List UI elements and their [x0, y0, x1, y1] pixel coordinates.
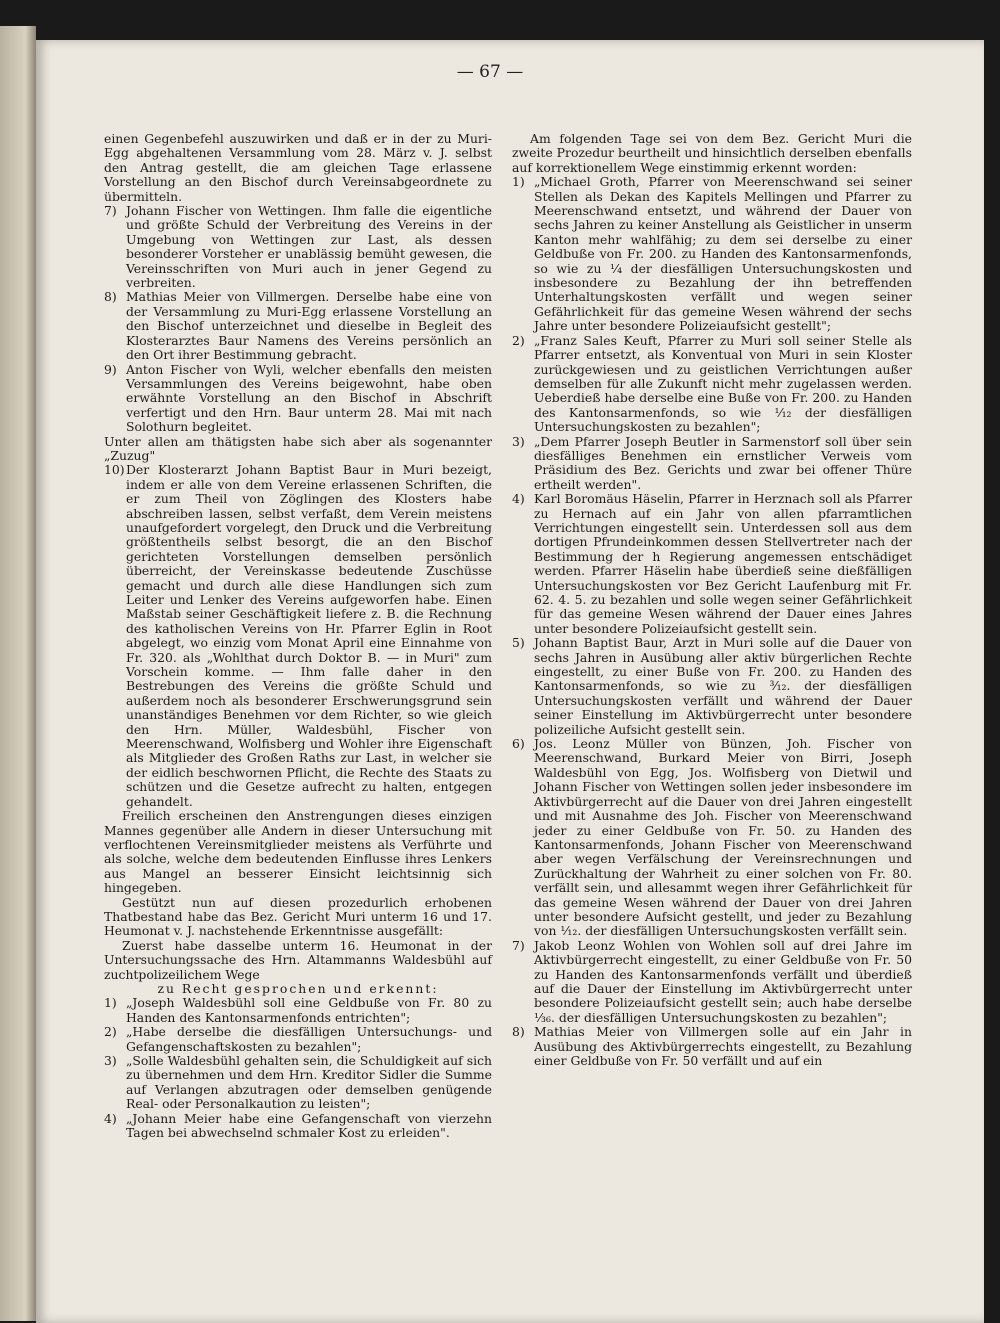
left-list-1 [104, 204, 492, 435]
page-number: — 67 — [456, 62, 524, 82]
item-number: 10) [104, 462, 125, 478]
item-text: Johann Baptist Baur, Arzt in Muri solle auf die Dauer von sechs Jahren in Ausübung aller aktiv bürgerlichen Rechte eingestellt, zu einer Buße von Fr. 200. zu Handen des Kantonsarmenfonds, so wie zu ³⁄₁₂. der diesfälligen Untersuchungskosten verfällt und während der Dauer seiner Einstellung im Aktivbürgerrecht unter besondere polizeiliche Aufsicht gestellt sein. [534, 635, 912, 737]
item-number: 5) [512, 635, 525, 651]
left-list-2 [104, 463, 492, 809]
item-text: Mathias Meier von Villmergen solle auf ein Jahr in Ausübung des Aktivbürgerrechts eingestellt, zu Bezahlung einer Geldbuße von Fr. 50 verfällt und auf ein [534, 1024, 912, 1068]
item-number: 3) [512, 433, 525, 449]
item-text: „Franz Sales Keuft, Pfarrer zu Muri soll seiner Stelle als Pfarrer entsetzt, als Konventual von Muri in sein Kloster zurückgewiesen und zu geistlichen Verrichtungen außer demselben für alle Zukunft nicht mehr zugelassen werden. Ueberdieß habe derselbe eine Buße von Fr. 200. zu Handen des Kantonsarmenfonds, so wie ⅟₁₂ der diesfälligen Untersuchungskosten zu bezahlen"; [534, 332, 912, 435]
item-text: Jakob Leonz Wohlen von Wohlen soll auf drei Jahre im Aktivbürgerrecht eingestellt, zu einer Geldbuße von Fr. 50 zu Handen des Kantonsarmenfonds verfällt und überdieß auf die Dauer der Einstellung im Aktivbürgerrecht unter besondere Polizeiaufsicht gestellt sein; auch habe derselbe ⅟₃₆. der diesfälligen Untersuchungskosten zu bezahlen"; [534, 937, 912, 1025]
list-item [512, 636, 912, 737]
list-item [104, 1112, 492, 1141]
left-list-3 [104, 996, 492, 1140]
item-text: Anton Fischer von Wyli, welcher ebenfalls den meisten Versammlungen des Vereins beigewohnt, habe oben erwähnte Vorstellung an den Bischof in Abschrift verfertigt und den Hrn. Baur unterm 28. Mai mit nach Solothurn begleitet. [126, 361, 492, 435]
item-text: „Solle Waldesbühl gehalten sein, die Schuldigkeit auf sich zu übernehmen und dem Hrn. Kreditor Sidler die Summe auf Verlangen abzutragen oder demselben genügende Real- oder Personalkaution zu leisten"; [126, 1053, 492, 1112]
item-number: 4) [512, 491, 525, 507]
right-column [512, 132, 912, 1068]
list-item [512, 1025, 912, 1068]
previous-page-edge [0, 26, 36, 1321]
list-item [104, 290, 492, 362]
list-item [104, 1054, 492, 1112]
right-list [512, 175, 912, 1068]
item-text: Johann Fischer von Wettingen. Ihm falle die eigentliche und größte Schuld der Verbreitung des Vereins in der Umgebung von Wettingen zur Last, als dessen besonderer Vorsteher er unablässig bemüht gewesen, die Vereinsschriften von Muri auch in jener Gegend zu verbreiten. [126, 203, 492, 291]
item-number: 1) [512, 174, 525, 190]
item-text: „Michael Groth, Pfarrer von Meerenschwand sei seiner Stellen als Dekan des Kapitels Mellingen und Pfarrer zu Meerenschwand entsetzt, und während der Dauer von sechs Jahren zu keiner Anstellung als Geistlicher in unserm Kanton mehr wahlfähig; zu dem sei derselbe zu einer Geldbuße von Fr. 200. zu Handen des Kantonsarmenfonds, so wie zu ⅟₄ der diesfälligen Untersuchungskosten und insbesondere zu Bezahlung der ihn betreffenden Unterhaltungskosten verfällt und wegen seiner Gefährlichkeit für das gemeine Wesen während der sechs Jahre unter besondere Polizeiaufsicht gestellt"; [534, 174, 912, 334]
list-item [104, 1025, 492, 1054]
left-intro-paragraph: einen Gegenbefehl auszuwirken und daß er in der zu Muri-Egg abgehaltenen Versammlung vom 28. März v. J. selbst den Antrag gestellt, die am gleichen Tage erlassene Vorstellung an den Bischof durch Vereinsabgeordnete zu übermitteln. [104, 131, 492, 204]
item-text: Karl Boromäus Häselin, Pfarrer in Herznach soll als Pfarrer zu Hernach auf ein Jahr von allen pfarramtlichen Verrichtungen eingestellt sein. Unterdessen soll aus dem dortigen Pfrundeinkommen dessen Stellvertreter nach der Bestimmung der h Regierung angemessen entschädiget werden. Pfarrer Häselin habe überdieß seine dießfälligen Untersuchungskosten vor Bez Gericht Laufenburg mit Fr. 62. 4. 5. zu bezahlen und solle wegen seiner Gefährlichkeit für das gemeine Wesen während der Dauer eines Jahres unter besondere Polizeiaufsicht gestellt sein. [534, 491, 912, 636]
list-item [512, 175, 912, 333]
item-number: 4) [104, 1110, 117, 1126]
list-item [512, 939, 912, 1025]
item-number: 1) [104, 995, 117, 1011]
list-item [512, 435, 912, 493]
item-text: „Joseph Waldesbühl soll eine Geldbuße von Fr. 80 zu Handen des Kantonsarmenfonds entrichten"; [126, 995, 492, 1025]
item-number: 2) [104, 1024, 117, 1040]
gestuetzt-paragraph: Gestützt nun auf diesen prozedurlich erhobenen Thatbestand habe das Bez. Gericht Muri unterm 16 und 17. Heumonat v. J. nachstehende Erkenntnisse ausgefällt: [104, 894, 492, 939]
zuerst-paragraph: Zuerst habe dasselbe unterm 16. Heumonat in der Untersuchungssache des Hrn. Altammanns Waldesbühl auf zuchtpolizeilichem Wege [104, 937, 492, 982]
item-number: 8) [104, 289, 117, 305]
list-item [104, 463, 492, 809]
item-number: 6) [512, 736, 525, 752]
verdict-heading: zu Recht gesprochen und erkennt: [157, 980, 439, 996]
item-number: 7) [512, 937, 525, 953]
item-number: 2) [512, 332, 525, 348]
item-text: „Dem Pfarrer Joseph Beutler in Sarmenstorf soll über sein diesfälliges Benehmen ein ernstlicher Verweis vom Präsidium des Bez. Gerichts und zwar bei offener Thüre ertheilt werden". [534, 433, 912, 492]
item-number: 3) [104, 1053, 117, 1068]
item-number: 8) [512, 1024, 525, 1040]
item-number: 9) [104, 361, 117, 377]
item-text: Jos. Leonz Müller von Bünzen, Joh. Fischer von Meerenschwand, Burkard Meier von Birri, Joseph Waldesbühl von Egg, Jos. Wolfisberg von Dietwil und Johann Fischer von Wettingen sollen jeder insbesondere im Aktivbürgerrecht auf die Dauer von drei Jahren eingestellt und mit Ausnahme des Joh. Fischer von Meerenschwand jeder zu einer Geldbuße von Fr. 50. zu Handen des Kantonsarmenfonds, Johann Fischer von Meerenschwand aber wegen Verfälschung der Vereinsrechnungen und Zurückhaltung der Wahrheit zu einer solchen von Fr. 80. verfällt sein, und allesammt wegen ihrer Gefährlichkeit für das gemeine Wesen während der Dauer von drei Jahren unter besondere Aufsicht gestellt, und jeder zu Bezahlung von ⅟₁₂. der diesfälligen Untersuchungskosten verfällt sein. [534, 736, 912, 939]
item-text: Mathias Meier von Villmergen. Derselbe habe eine von der Versammlung zu Muri-Egg erlassene Vorstellung an den Bischof unterzeichnet und dieselbe in Begleit des Klosterarztes Baur Namens des Vereins persönlich an den Ort ihrer Bestimmung gebracht. [126, 289, 492, 363]
list-item [104, 204, 492, 290]
right-intro-paragraph: Am folgenden Tage sei von dem Bez. Gericht Muri die zweite Prozedur beurtheilt und hinsichtlich derselben ebenfalls auf korrektionellem Wege einstimmig erkennt worden: [512, 131, 912, 175]
item-text: Der Klosterarzt Johann Baptist Baur in Muri bezeigt, indem er alle von dem Vereine erlassenen Schriften, die er zum Theil von Zöglingen des Klosters habe abschreiben lassen, selbst verfaßt, dem Verein meistens unaufgefordert vorgelegt, den Druck und die Verbreitung größtentheils selbst besorgt, die an den Bischof gerichteten Vorstellungen demselben persönlich überreicht, der Vereinskasse bedeutende Zuschüsse gemacht und durch alle diese Handlungen sich zum Leiter und Lenker des Vereins aufgeworfen habe. Einen Maßstab seiner Geschäftigkeit liefere z. B. die Rechnung des katholischen Vereins von Hr. Pfarrer Eglin in Root abgelegt, wo einzig vom Monat April eine Einnahme von Fr. 320. als „Wohlthat durch Doktor B. — in Muri" zum Vorschein komme. — Ihm falle daher in den Bestrebungen des Vereins die größte Schuld und außerdem noch als besonderer Erschwerungsgrund sein unanständiges Benehmen vor dem Richter, so wie gleich den Hrn. Müller, Waldesbühl, Fischer von Meerenschwand, Wolfisberg und Wohler ihre Eigenschaft als Mitglieder des Großen Raths zur Last, in welcher sie der eidlich beschwornen Pflicht, die Rechte des Staats zu schützen und die Gesetze aufrecht zu halten, entgegen gehandelt. [126, 462, 492, 809]
item-number: 7) [104, 203, 117, 219]
list-item [104, 996, 492, 1025]
unter-paragraph: Unter allen am thätigsten habe sich aber als sogenannter „Zuzug" [104, 433, 492, 463]
freilich-paragraph: Freilich erscheinen den Anstrengungen dieses einzigen Mannes gegenüber alle Andern in dieser Untersuchung mit verflochtenen Vereinsmitglieder meistens als Verführte und als solche, welche dem bedeutenden Einflusse ihres Lenkers aus Mangel an besserer Einsicht leichtsinnig sich hingegeben. [104, 808, 492, 896]
list-item [512, 492, 912, 636]
item-text: „Habe derselbe die diesfälligen Untersuchungs- und Gefangenschaftskosten zu bezahlen"; [126, 1024, 492, 1054]
list-item [512, 334, 912, 435]
left-column [104, 132, 492, 1140]
list-item [104, 363, 492, 435]
item-text: „Johann Meier habe eine Gefangenschaft von vierzehn Tagen bei abwechselnd schmaler Kost zu erleiden". [126, 1110, 492, 1141]
list-item [512, 737, 912, 939]
